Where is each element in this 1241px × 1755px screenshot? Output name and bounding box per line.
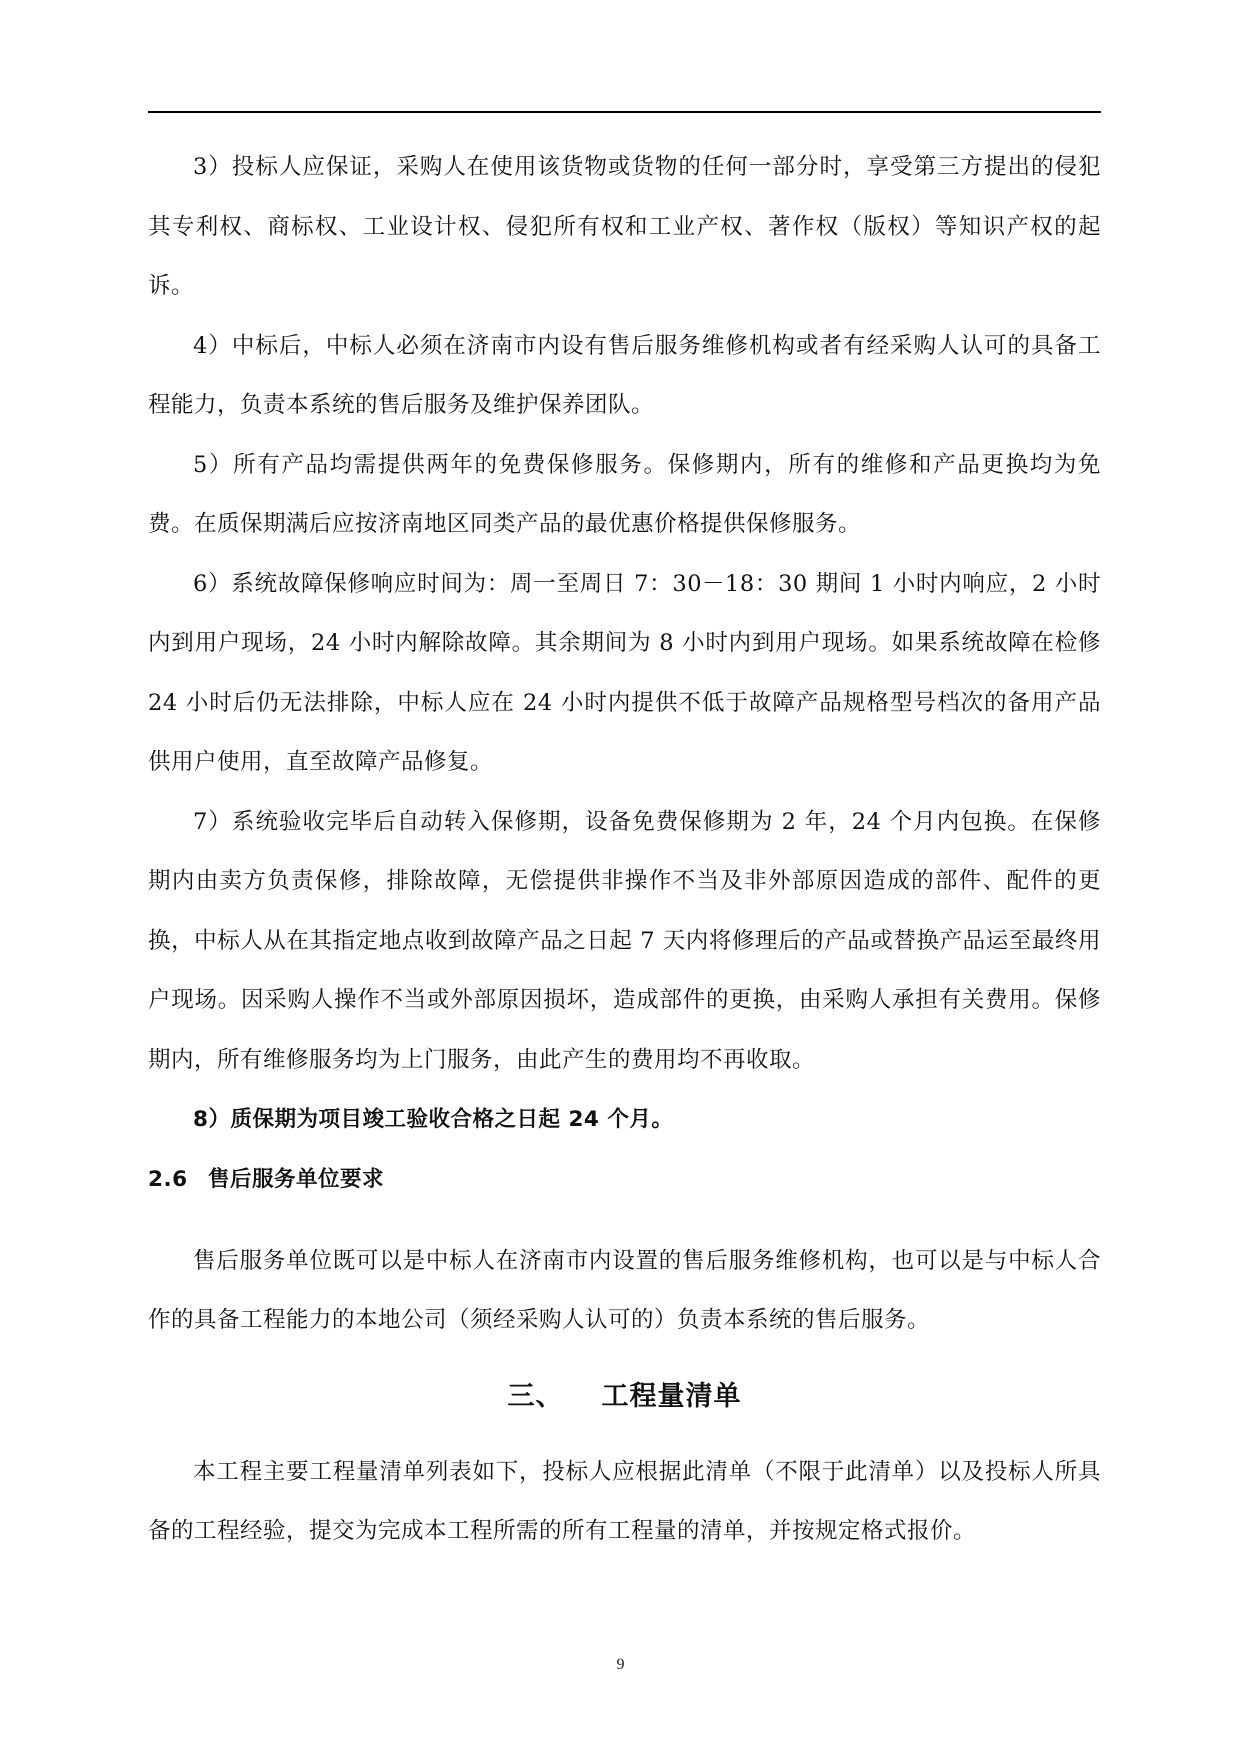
clause-3: 3）投标人应保证，采购人在使用该货物或货物的任何一部分时，享受第三方提出的侵犯其专利权、商标权、工业设计权、侵犯所有权和工业产权、著作权（版权）等知识产权的起诉。	[148, 154, 1101, 299]
clause-5: 5）所有产品均需提供两年的免费保修服务。保修期内，所有的维修和产品更换均为免费。在质保期满后应按济南地区同类产品的最优惠价格提供保修服务。	[148, 451, 1101, 537]
subsection-body: 售后服务单位既可以是中标人在济南市内设置的售后服务维修机构，也可以是与中标人合作的具备工程能力的本地公司（须经采购人认可的）负责本系统的售后服务。	[148, 1247, 1101, 1333]
subsection-heading	[148, 1150, 1101, 1232]
subsection-number: 2.6	[148, 1166, 188, 1192]
page-content	[148, 138, 1101, 1562]
subsection-title: 售后服务单位要求	[208, 1166, 385, 1192]
clause-4: 4）中标后，中标人必须在济南市内设有售后服务维修机构或者有经采购人认可的具备工程能力，负责本系统的售后服务及维护保养团队。	[148, 332, 1101, 418]
section-title: 工程量清单	[601, 1380, 742, 1412]
header-rule	[148, 111, 1101, 113]
clause-7: 7）系统验收完毕后自动转入保修期，设备免费保修期为 2 年，24 个月内包换。在保修期内由卖方负责保修，排除故障，无偿提供非操作不当及非外部原因造成的部件、配件的更换，中标人从在其指定地点收到故障产品之日起 7 天内将修理后的产品或替换产品运至最终用户现场。因采购人操作不当或外部原因损坏，造成部件的更换，由采购人承担有关费用。保修期内，所有维修服务均为上门服务，由此产生的费用均不再收取。	[148, 808, 1101, 1073]
page-number: 9	[616, 1656, 625, 1673]
section-body: 本工程主要工程量清单列表如下，投标人应根据此清单（不限于此清单）以及投标人所具备的工程经验，提交为完成本工程所需的所有工程量的清单，并按规定格式报价。	[148, 1458, 1101, 1544]
section-number: 三、	[507, 1380, 564, 1412]
clause-8: 8）质保期为项目竣工验收合格之日起 24 个月。	[193, 1107, 674, 1132]
clause-6: 6）系统故障保修响应时间为：周一至周日 7：30－18：30 期间 1 小时内响应，2 小时内到用户现场，24 小时内解除故障。其余期间为 8 小时内到用户现场。如果系统故障在检修 24 小时后仍无法排除，中标人应在 24 小时内提供不低于故障产品规格型号档次的备用产品供用户使用，直至故障产品修复。	[148, 570, 1101, 775]
section-heading	[148, 1351, 1101, 1443]
